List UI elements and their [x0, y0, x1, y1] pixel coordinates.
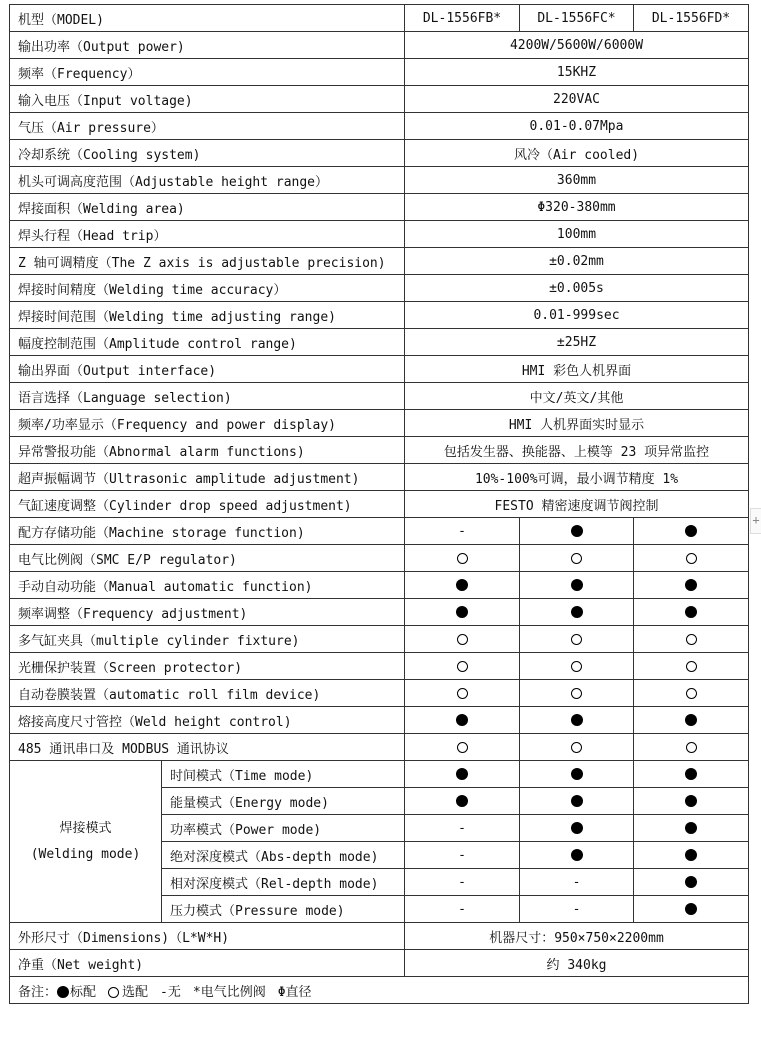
spec-row [10, 410, 749, 437]
feature-row [10, 518, 749, 545]
feature-mark-cell [520, 680, 634, 707]
feature-label: 配方存储功能（Machine storage function) [10, 518, 405, 545]
welding-mode-group-label: 焊接模式 [59, 820, 112, 836]
welding-mode-mark-cell [634, 842, 749, 869]
not-available-dash: - [458, 901, 466, 917]
welding-mode-mark-cell [520, 815, 634, 842]
not-available-dash: - [458, 523, 466, 539]
spec-value: 0.01-0.07Mpa [405, 113, 749, 140]
feature-mark-cell [520, 599, 634, 626]
footer-spec-label: 外形尺寸（Dimensions)（L*W*H) [10, 923, 405, 950]
expand-plus-icon[interactable]: + [750, 508, 761, 534]
footer-spec-row [10, 923, 749, 950]
standard-dot-icon [571, 714, 583, 726]
standard-dot-icon [571, 849, 583, 861]
standard-dot-icon [685, 606, 697, 618]
feature-mark-cell [405, 680, 520, 707]
welding-mode-mark-cell [520, 788, 634, 815]
spec-label: 焊接时间范围（Welding time adjusting range) [10, 302, 405, 329]
feature-label: 自动卷膜装置（automatic roll film device) [10, 680, 405, 707]
feature-label: 手动自动功能（Manual automatic function) [10, 572, 405, 599]
feature-row [10, 572, 749, 599]
optional-circle-icon [457, 661, 468, 672]
feature-mark-cell [520, 626, 634, 653]
spec-label: 冷却系统（Cooling system) [10, 140, 405, 167]
optional-circle-icon [686, 553, 697, 564]
spec-value: ±0.005s [405, 275, 749, 302]
optional-circle-icon [686, 634, 697, 645]
optional-circle-icon [686, 688, 697, 699]
not-available-dash: - [458, 874, 466, 890]
welding-mode-label: 时间模式（Time mode) [162, 761, 405, 788]
feature-label: 频率调整（Frequency adjustment) [10, 599, 405, 626]
model-header-label: 机型（MODEL) [10, 5, 405, 32]
standard-dot-icon [571, 822, 583, 834]
legend-note [10, 977, 749, 1004]
feature-row [10, 545, 749, 572]
feature-label: 熔接高度尺寸管控（Weld height control) [10, 707, 405, 734]
standard-dot-icon [456, 606, 468, 618]
legend-prefix: 备注： [18, 984, 58, 1000]
spec-row [10, 248, 749, 275]
legend-phi-label: Φ直径 [277, 984, 312, 1000]
footer-spec-label: 净重（Net weight) [10, 950, 405, 977]
standard-dot-icon [571, 795, 583, 807]
spec-value: 10%-100%可调，最小调节精度 1% [405, 464, 749, 491]
spec-label: 焊接面积（Welding area) [10, 194, 405, 221]
standard-dot-icon [456, 714, 468, 726]
optional-circle-icon [686, 742, 697, 753]
feature-mark-cell [634, 680, 749, 707]
footer-spec-value: 机器尺寸：950×750×2200mm [405, 923, 749, 950]
spec-value: 15KHZ [405, 59, 749, 86]
feature-mark-cell [405, 707, 520, 734]
standard-dot-icon [685, 822, 697, 834]
feature-mark-cell [634, 626, 749, 653]
standard-dot-icon [571, 579, 583, 591]
welding-mode-mark-cell [520, 761, 634, 788]
spec-label: 气缸速度调整（Cylinder drop speed adjustment) [10, 491, 405, 518]
feature-mark-cell [520, 572, 634, 599]
spec-label: Z 轴可调精度（The Z axis is adjustable precision) [10, 248, 405, 275]
spec-value: HMI 彩色人机界面 [405, 356, 749, 383]
spec-value: 100mm [405, 221, 749, 248]
standard-dot-icon [571, 606, 583, 618]
spec-value: 包括发生器、换能器、上模等 23 项异常监控 [405, 437, 749, 464]
welding-mode-mark-cell [405, 788, 520, 815]
spec-row [10, 113, 749, 140]
spec-row [10, 464, 749, 491]
legend-star-label: *电气比例阀 [192, 984, 266, 1000]
feature-mark-cell [634, 545, 749, 572]
welding-mode-mark-cell [634, 815, 749, 842]
spec-table [9, 4, 749, 1004]
optional-circle-icon [571, 688, 582, 699]
standard-dot-icon [685, 903, 697, 915]
spec-row [10, 356, 749, 383]
standard-dot-icon [456, 579, 468, 591]
model-fb: DL-1556FB* [405, 5, 520, 32]
feature-mark-cell [520, 707, 634, 734]
welding-mode-label: 绝对深度模式（Abs-depth mode) [162, 842, 405, 869]
standard-dot-icon [571, 768, 583, 780]
welding-mode-mark-cell [405, 869, 520, 896]
standard-dot-icon [456, 795, 468, 807]
header-row [10, 5, 749, 32]
welding-mode-mark-cell [634, 896, 749, 923]
welding-mode-label: 功率模式（Power mode) [162, 815, 405, 842]
spec-row [10, 194, 749, 221]
spec-value: 0.01-999sec [405, 302, 749, 329]
feature-mark-cell [634, 734, 749, 761]
welding-mode-row [10, 761, 749, 788]
optional-circle-icon [457, 553, 468, 564]
welding-mode-mark-cell [405, 896, 520, 923]
spec-value: ±25HZ [405, 329, 749, 356]
standard-dot-icon [57, 986, 69, 998]
spec-value: ±0.02mm [405, 248, 749, 275]
welding-mode-mark-cell [520, 842, 634, 869]
feature-row [10, 734, 749, 761]
feature-label: 光栅保护装置（Screen protector) [10, 653, 405, 680]
spec-value: Φ320-380mm [405, 194, 749, 221]
feature-mark-cell [405, 599, 520, 626]
welding-mode-mark-cell [405, 761, 520, 788]
welding-mode-label: 相对深度模式（Rel-depth mode) [162, 869, 405, 896]
standard-dot-icon [456, 768, 468, 780]
note-row [10, 977, 749, 1004]
spec-label: 频率（Frequency） [10, 59, 405, 86]
spec-label: 气压（Air pressure） [10, 113, 405, 140]
optional-circle-icon [457, 688, 468, 699]
spec-label: 输出功率（Output power) [10, 32, 405, 59]
feature-row [10, 626, 749, 653]
spec-label: 超声振幅调节（Ultrasonic amplitude adjustment) [10, 464, 405, 491]
welding-mode-mark-cell [634, 788, 749, 815]
feature-mark-cell [405, 653, 520, 680]
spec-table-body [10, 5, 749, 1004]
spec-value: 360mm [405, 167, 749, 194]
feature-mark-cell [520, 545, 634, 572]
feature-mark-cell [520, 518, 634, 545]
optional-circle-icon [571, 634, 582, 645]
welding-mode-mark-cell [634, 869, 749, 896]
feature-label: 多气缸夹具（multiple cylinder fixture) [10, 626, 405, 653]
optional-circle-icon [571, 742, 582, 753]
feature-mark-cell [634, 653, 749, 680]
standard-dot-icon [685, 579, 697, 591]
feature-mark-cell [520, 734, 634, 761]
spec-row [10, 329, 749, 356]
footer-spec-row [10, 950, 749, 977]
feature-mark-cell [405, 734, 520, 761]
spec-label: 焊接时间精度（Welding time accuracy） [10, 275, 405, 302]
feature-mark-cell [634, 518, 749, 545]
feature-label: 485 通讯串口及 MODBUS 通讯协议 [10, 734, 405, 761]
legend-optional-label: 选配 [122, 984, 149, 1000]
legend-standard-label: 标配 [70, 984, 97, 1000]
optional-circle-icon [571, 661, 582, 672]
welding-mode-mark-cell [405, 815, 520, 842]
spec-value: 4200W/5600W/6000W [405, 32, 749, 59]
spec-value: FESTO 精密速度调节阀控制 [405, 491, 749, 518]
feature-row [10, 653, 749, 680]
legend-none-label: -无 [160, 984, 181, 1000]
spec-row [10, 32, 749, 59]
spec-label: 输入电压（Input voltage) [10, 86, 405, 113]
feature-row [10, 599, 749, 626]
standard-dot-icon [685, 525, 697, 537]
feature-mark-cell [405, 626, 520, 653]
welding-mode-mark-cell [520, 869, 634, 896]
spec-label: 输出界面（Output interface) [10, 356, 405, 383]
optional-circle-icon [457, 634, 468, 645]
feature-mark-cell [634, 599, 749, 626]
optional-circle-icon [457, 742, 468, 753]
feature-label: 电气比例阀（SMC E/P regulator) [10, 545, 405, 572]
welding-mode-mark-cell [405, 842, 520, 869]
spec-label: 机头可调高度范围（Adjustable height range） [10, 167, 405, 194]
model-fc: DL-1556FC* [520, 5, 634, 32]
not-available-dash: - [458, 847, 466, 863]
footer-spec-value: 约 340kg [405, 950, 749, 977]
standard-dot-icon [685, 876, 697, 888]
welding-mode-label: 压力模式（Pressure mode) [162, 896, 405, 923]
spec-value: 中文/英文/其他 [405, 383, 749, 410]
spec-row [10, 59, 749, 86]
spec-label: 焊头行程（Head trip） [10, 221, 405, 248]
feature-mark-cell [405, 572, 520, 599]
spec-row [10, 302, 749, 329]
spec-value: 220VAC [405, 86, 749, 113]
welding-mode-group [10, 761, 162, 923]
spec-label: 异常警报功能（Abnormal alarm functions) [10, 437, 405, 464]
feature-mark-cell [405, 518, 520, 545]
standard-dot-icon [685, 795, 697, 807]
feature-mark-cell [520, 653, 634, 680]
spec-row [10, 491, 749, 518]
welding-mode-mark-cell [520, 896, 634, 923]
feature-mark-cell [634, 572, 749, 599]
feature-row [10, 680, 749, 707]
welding-mode-label: 能量模式（Energy mode) [162, 788, 405, 815]
not-available-dash: - [572, 874, 581, 890]
spec-row [10, 140, 749, 167]
standard-dot-icon [571, 525, 583, 537]
spec-row [10, 86, 749, 113]
not-available-dash: - [572, 901, 581, 917]
spec-value: HMI 人机界面实时显示 [405, 410, 749, 437]
standard-dot-icon [685, 768, 697, 780]
optional-circle-icon [108, 987, 119, 998]
feature-mark-cell [405, 545, 520, 572]
spec-label: 幅度控制范围（Amplitude control range) [10, 329, 405, 356]
standard-dot-icon [685, 849, 697, 861]
standard-dot-icon [685, 714, 697, 726]
feature-mark-cell [634, 707, 749, 734]
spec-row [10, 437, 749, 464]
spec-row [10, 275, 749, 302]
spec-row [10, 221, 749, 248]
welding-mode-mark-cell [634, 761, 749, 788]
spec-value: 风冷（Air cooled) [405, 140, 749, 167]
welding-mode-group-label-en: (Welding mode) [30, 846, 141, 862]
optional-circle-icon [571, 553, 582, 564]
feature-row [10, 707, 749, 734]
spec-row [10, 383, 749, 410]
model-fd: DL-1556FD* [634, 5, 749, 32]
not-available-dash: - [458, 820, 466, 836]
spec-label: 语言选择（Language selection) [10, 383, 405, 410]
optional-circle-icon [686, 661, 697, 672]
spec-row [10, 167, 749, 194]
spec-label: 频率/功率显示（Frequency and power display) [10, 410, 405, 437]
